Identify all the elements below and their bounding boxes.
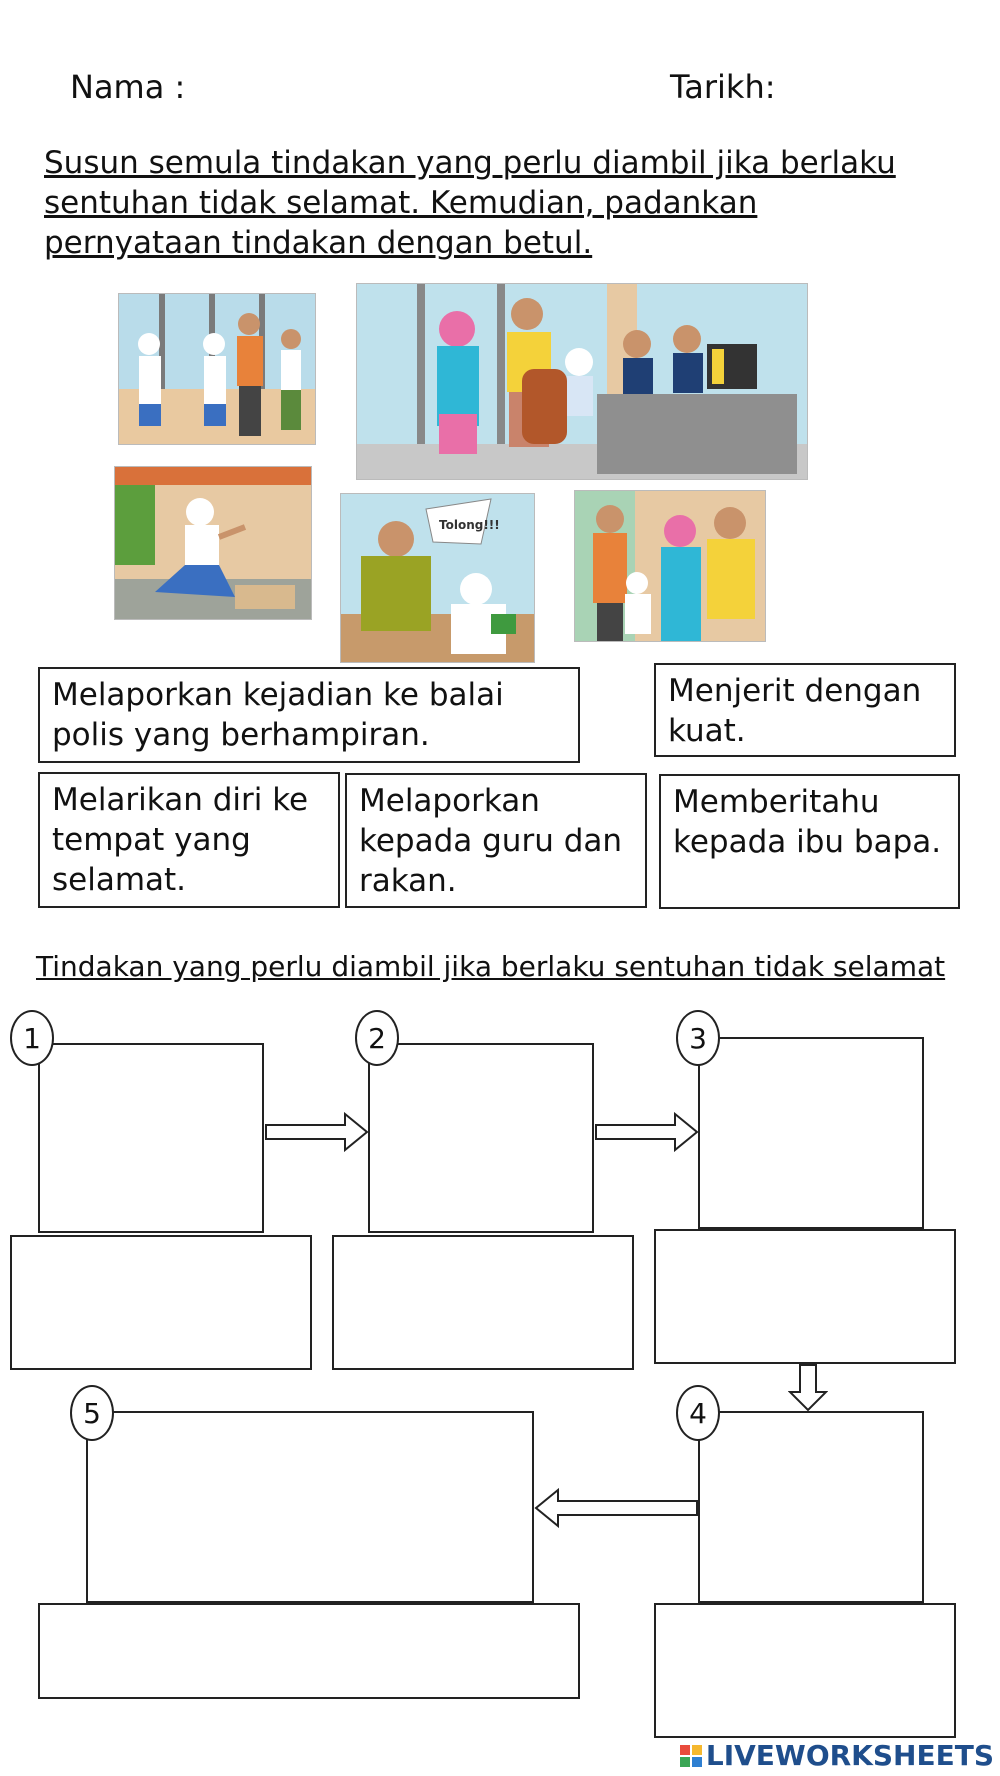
- step-5-statement-slot[interactable]: [38, 1603, 580, 1699]
- step-3-picture-slot[interactable]: [698, 1037, 924, 1229]
- step-5-picture-slot[interactable]: [86, 1411, 534, 1603]
- statement-report-police[interactable]: Melaporkan kejadian ke balai polis yang berhampiran.: [38, 667, 580, 763]
- date-label: Tarikh:: [670, 68, 776, 106]
- step-4-number: 4: [676, 1385, 720, 1441]
- arrow-right-icon: [265, 1112, 369, 1152]
- arrow-right-icon: [595, 1112, 699, 1152]
- picture-girl-running-away[interactable]: [114, 466, 312, 620]
- picture-girl-with-parents[interactable]: [574, 490, 766, 642]
- step-4-picture-slot[interactable]: [698, 1411, 924, 1603]
- step-2-statement-slot[interactable]: [332, 1235, 634, 1370]
- instruction-text: Susun semula tindakan yang perlu diambil jika berlaku sentuhan tidak selamat. Kemudian, padankan pernyataan tindakan dengan betul.: [44, 145, 896, 261]
- speech-bubble-text: Tolong!!!: [439, 518, 500, 532]
- sequence-title: Tindakan yang perlu diambil jika berlaku sentuhan tidak selamat: [36, 950, 946, 983]
- arrow-down-icon: [788, 1364, 828, 1412]
- step-1-number: 1: [10, 1010, 54, 1066]
- statement-tell-teacher[interactable]: Melaporkan kepada guru dan rakan.: [345, 773, 647, 908]
- step-5-number: 5: [70, 1385, 114, 1441]
- picture-report-at-police-station[interactable]: [356, 283, 808, 480]
- step-1-picture-slot[interactable]: [38, 1043, 264, 1233]
- name-label: Nama :: [70, 68, 186, 106]
- statement-run-away[interactable]: Melarikan diri ke tempat yang selamat.: [38, 772, 340, 908]
- step-3-number: 3: [676, 1010, 720, 1066]
- picture-girl-screaming[interactable]: [340, 493, 535, 663]
- step-4-statement-slot[interactable]: [654, 1603, 956, 1738]
- step-2-picture-slot[interactable]: [368, 1043, 594, 1233]
- arrow-left-icon: [534, 1488, 698, 1528]
- liveworksheets-logo: [680, 1739, 994, 1772]
- step-2-number: 2: [355, 1010, 399, 1066]
- statement-scream-loudly[interactable]: Menjerit dengan kuat.: [654, 663, 956, 757]
- statement-tell-parents[interactable]: Memberitahu kepada ibu bapa.: [659, 774, 960, 909]
- liveworksheets-mark-icon: [680, 1745, 702, 1767]
- picture-students-with-teacher[interactable]: [118, 293, 316, 445]
- step-3-statement-slot[interactable]: [654, 1229, 956, 1364]
- step-1-statement-slot[interactable]: [10, 1235, 312, 1370]
- logo-text: LIVEWORKSHEETS: [705, 1739, 994, 1772]
